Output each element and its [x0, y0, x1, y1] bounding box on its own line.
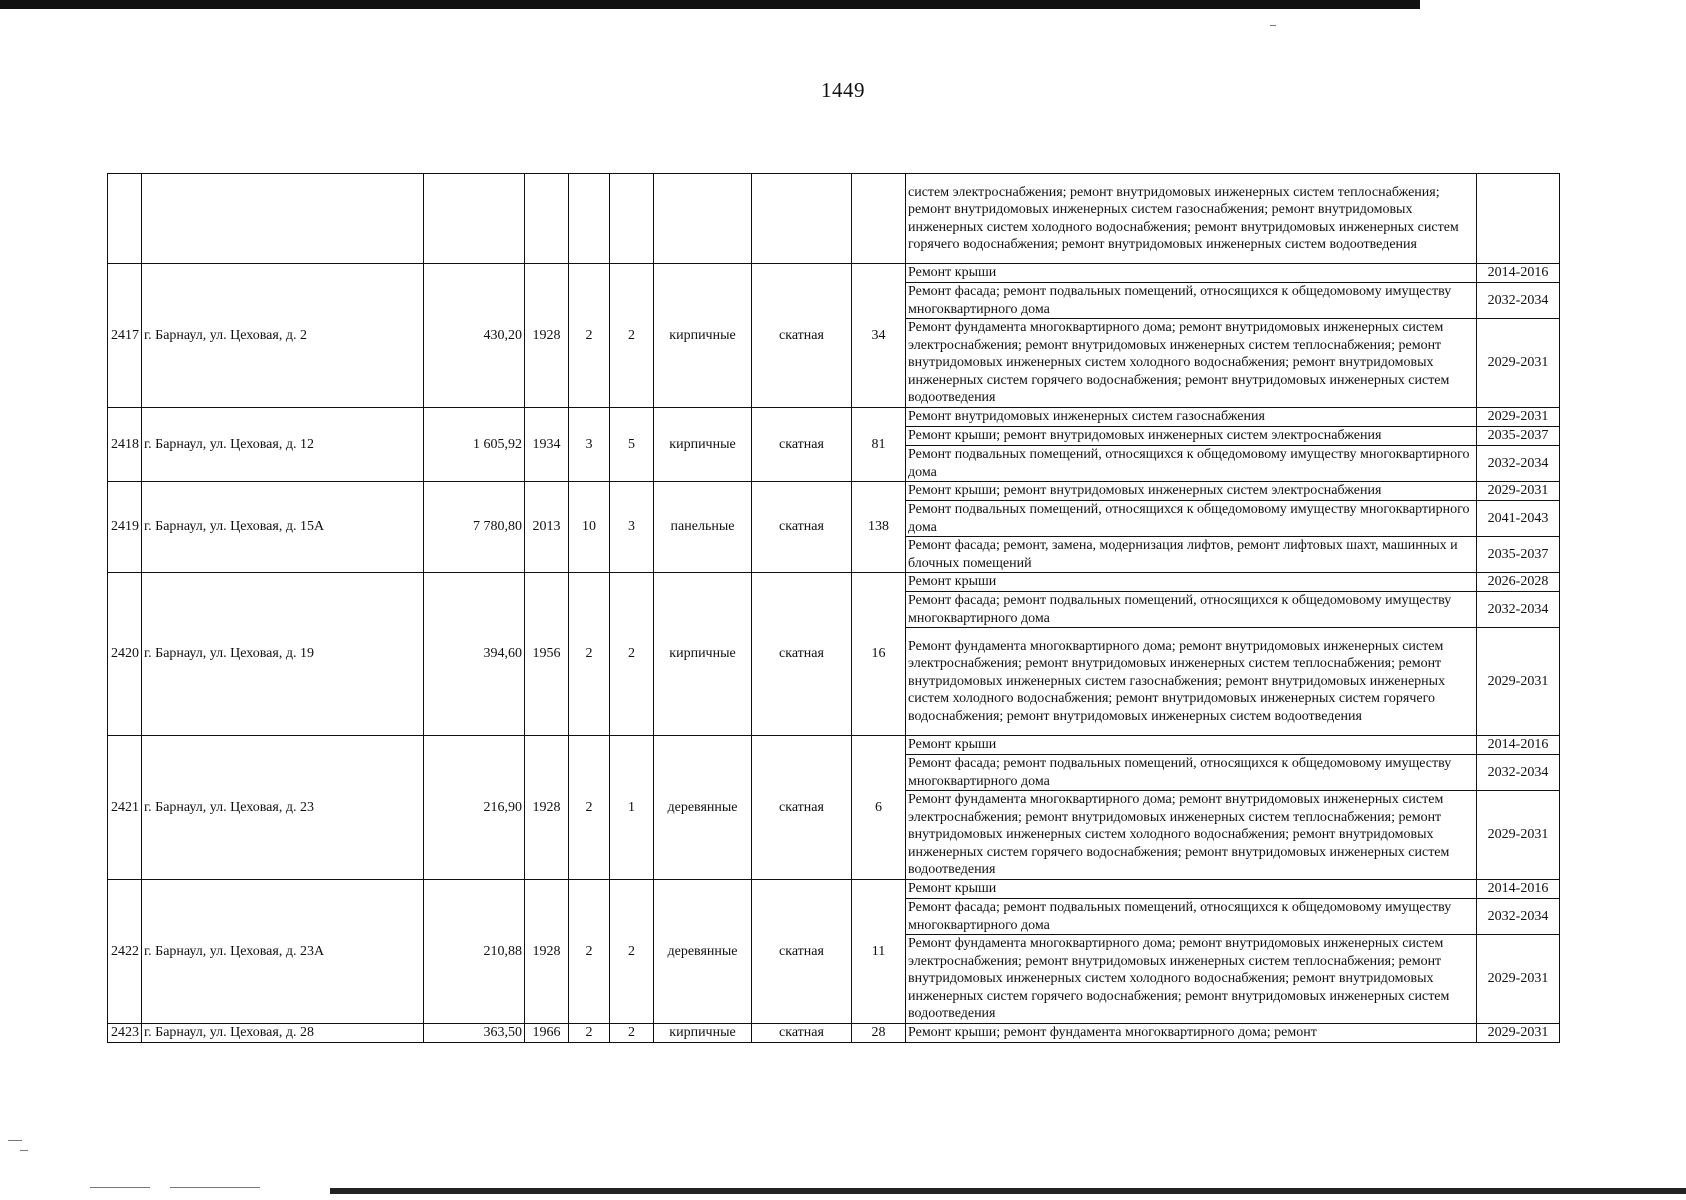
cell-empty: [525, 174, 569, 264]
building-address: г. Барнаул, ул. Цеховая, д. 15А: [142, 482, 424, 573]
repair-period: 2032-2034: [1477, 283, 1560, 319]
building-wall-material: кирпичные: [654, 573, 752, 736]
building-roof-type: скатная: [752, 880, 852, 1024]
repair-period: 2029-2031: [1477, 319, 1560, 408]
building-wall-material: панельные: [654, 482, 752, 573]
building-roof-type: скатная: [752, 573, 852, 736]
scan-speck: [8, 1140, 22, 1141]
repair-work-continuation: систем электроснабжения; ремонт внутридомовых инженерных систем теплоснабжения; ремонт внутридомовых инженерных систем газоснабжения; ремонт внутридомовых инженерных систем холодного водоснабжения; ремонт внутридомовых инженерных систем горячего водоснабжения; ремонт внутридомовых инженерных систем водоотведения: [906, 174, 1477, 264]
cell-empty: [569, 174, 610, 264]
building-address: г. Барнаул, ул. Цеховая, д. 2: [142, 264, 424, 408]
cell-empty: [610, 174, 654, 264]
repair-period: 2029-2031: [1477, 482, 1560, 501]
building-number: 2418: [108, 408, 142, 482]
building-row: [108, 736, 1560, 755]
scan-speck: [20, 1150, 28, 1151]
repair-period-continuation: [1477, 174, 1560, 264]
scan-speck: [90, 1187, 150, 1188]
repair-period: 2029-2031: [1477, 791, 1560, 880]
cell-empty: [752, 174, 852, 264]
building-address: г. Барнаул, ул. Цеховая, д. 28: [142, 1024, 424, 1043]
building-row: [108, 573, 1560, 592]
cell-empty: [852, 174, 906, 264]
building-residents: 138: [852, 482, 906, 573]
repair-period: 2014-2016: [1477, 880, 1560, 899]
building-wall-material: кирпичные: [654, 264, 752, 408]
building-roof-type: скатная: [752, 264, 852, 408]
building-entrances: 2: [610, 1024, 654, 1043]
cell-empty: [108, 174, 142, 264]
repair-period: 2029-2031: [1477, 1024, 1560, 1043]
repair-work-description: Ремонт фасада; ремонт, замена, модернизация лифтов, ремонт лифтовых шахт, машинных и блочных помещений: [906, 537, 1477, 573]
repair-work-description: Ремонт крыши: [906, 736, 1477, 755]
building-address: г. Барнаул, ул. Цеховая, д. 23А: [142, 880, 424, 1024]
repair-period: 2035-2037: [1477, 427, 1560, 446]
housing-repair-register-table: [107, 173, 1560, 1043]
repair-period: 2032-2034: [1477, 446, 1560, 482]
cell-empty: [654, 174, 752, 264]
building-address: г. Барнаул, ул. Цеховая, д. 12: [142, 408, 424, 482]
building-wall-material: кирпичные: [654, 1024, 752, 1043]
building-number: 2423: [108, 1024, 142, 1043]
building-floors: 2: [569, 880, 610, 1024]
building-year: 1928: [525, 264, 569, 408]
repair-work-description: Ремонт фасада; ремонт подвальных помещений, относящихся к общедомовому имуществу многоквартирного дома: [906, 899, 1477, 935]
building-floors: 2: [569, 264, 610, 408]
repair-work-description: Ремонт фасада; ремонт подвальных помещений, относящихся к общедомовому имуществу многоквартирного дома: [906, 283, 1477, 319]
building-year: 1928: [525, 736, 569, 880]
building-floors: 10: [569, 482, 610, 573]
repair-period: 2014-2016: [1477, 264, 1560, 283]
building-row: [108, 408, 1560, 427]
repair-period: 2029-2031: [1477, 408, 1560, 427]
building-entrances: 2: [610, 880, 654, 1024]
building-number: 2417: [108, 264, 142, 408]
building-area: 363,50: [424, 1024, 525, 1043]
building-roof-type: скатная: [752, 1024, 852, 1043]
continuation-row: [108, 174, 1560, 264]
repair-work-description: Ремонт фундамента многоквартирного дома; ремонт внутридомовых инженерных систем электроснабжения; ремонт внутридомовых инженерных систем теплоснабжения; ремонт внутридомовых инженерных систем холодного водоснабжения; ремонт внутридомовых инженерных систем горячего водоснабжения; ремонт внутридомовых инженерных систем водоотведения: [906, 791, 1477, 880]
repair-work-description: Ремонт внутридомовых инженерных систем газоснабжения: [906, 408, 1477, 427]
building-floors: 2: [569, 1024, 610, 1043]
building-entrances: 5: [610, 408, 654, 482]
building-residents: 28: [852, 1024, 906, 1043]
building-residents: 81: [852, 408, 906, 482]
repair-period: 2032-2034: [1477, 592, 1560, 628]
building-entrances: 2: [610, 573, 654, 736]
repair-work-description: Ремонт крыши; ремонт внутридомовых инженерных систем электроснабжения: [906, 482, 1477, 501]
building-residents: 11: [852, 880, 906, 1024]
scan-border-top: [0, 0, 1420, 9]
page-number: 1449: [821, 78, 865, 102]
building-year: 1956: [525, 573, 569, 736]
repair-work-description: Ремонт фасада; ремонт подвальных помещений, относящихся к общедомовому имуществу многоквартирного дома: [906, 592, 1477, 628]
building-area: 216,90: [424, 736, 525, 880]
building-floors: 3: [569, 408, 610, 482]
building-floors: 2: [569, 736, 610, 880]
building-year: 2013: [525, 482, 569, 573]
building-year: 1934: [525, 408, 569, 482]
building-number: 2420: [108, 573, 142, 736]
building-address: г. Барнаул, ул. Цеховая, д. 19: [142, 573, 424, 736]
building-residents: 6: [852, 736, 906, 880]
building-roof-type: скатная: [752, 736, 852, 880]
building-number: 2422: [108, 880, 142, 1024]
building-residents: 16: [852, 573, 906, 736]
repair-work-description: Ремонт фундамента многоквартирного дома; ремонт внутридомовых инженерных систем электроснабжения; ремонт внутридомовых инженерных систем теплоснабжения; ремонт внутридомовых инженерных систем газоснабжения; ремонт внутридомовых инженерных систем холодного водоснабжения; ремонт внутридомовых инженерных систем горячего водоснабжения; ремонт внутридомовых инженерных систем водоотведения: [906, 628, 1477, 736]
building-year: 1928: [525, 880, 569, 1024]
repair-work-description: Ремонт фундамента многоквартирного дома; ремонт внутридомовых инженерных систем электроснабжения; ремонт внутридомовых инженерных систем теплоснабжения; ремонт внутридомовых инженерных систем холодного водоснабжения; ремонт внутридомовых инженерных систем горячего водоснабжения; ремонт внутридомовых инженерных систем водоотведения: [906, 935, 1477, 1024]
repair-work-description: Ремонт крыши: [906, 573, 1477, 592]
repair-period: 2014-2016: [1477, 736, 1560, 755]
repair-work-description: Ремонт крыши; ремонт фундамента многоквартирного дома; ремонт: [906, 1024, 1477, 1043]
building-address: г. Барнаул, ул. Цеховая, д. 23: [142, 736, 424, 880]
building-row: [108, 482, 1560, 501]
building-area: 394,60: [424, 573, 525, 736]
repair-work-description: Ремонт подвальных помещений, относящихся к общедомовому имуществу многоквартирного дома: [906, 446, 1477, 482]
building-row: [108, 1024, 1560, 1043]
building-area: 430,20: [424, 264, 525, 408]
cell-empty: [424, 174, 525, 264]
building-year: 1966: [525, 1024, 569, 1043]
repair-work-description: Ремонт крыши; ремонт внутридомовых инженерных систем электроснабжения: [906, 427, 1477, 446]
building-floors: 2: [569, 573, 610, 736]
building-roof-type: скатная: [752, 482, 852, 573]
repair-work-description: Ремонт подвальных помещений, относящихся к общедомовому имуществу многоквартирного дома: [906, 501, 1477, 537]
repair-period: 2035-2037: [1477, 537, 1560, 573]
building-row: [108, 880, 1560, 899]
building-wall-material: деревянные: [654, 736, 752, 880]
building-row: [108, 264, 1560, 283]
building-area: 1 605,92: [424, 408, 525, 482]
repair-work-description: Ремонт фундамента многоквартирного дома; ремонт внутридомовых инженерных систем электроснабжения; ремонт внутридомовых инженерных систем теплоснабжения; ремонт внутридомовых инженерных систем холодного водоснабжения; ремонт внутридомовых инженерных систем горячего водоснабжения; ремонт внутридомовых инженерных систем водоотведения: [906, 319, 1477, 408]
repair-period: 2026-2028: [1477, 573, 1560, 592]
building-wall-material: деревянные: [654, 880, 752, 1024]
repair-work-description: Ремонт крыши: [906, 880, 1477, 899]
repair-period: 2032-2034: [1477, 899, 1560, 935]
building-residents: 34: [852, 264, 906, 408]
repair-period: 2029-2031: [1477, 628, 1560, 736]
building-entrances: 2: [610, 264, 654, 408]
repair-work-description: Ремонт крыши: [906, 264, 1477, 283]
cell-empty: [142, 174, 424, 264]
building-wall-material: кирпичные: [654, 408, 752, 482]
scan-speck: [170, 1187, 260, 1188]
building-area: 7 780,80: [424, 482, 525, 573]
repair-period: 2041-2043: [1477, 501, 1560, 537]
building-entrances: 3: [610, 482, 654, 573]
building-number: 2419: [108, 482, 142, 573]
scan-border-bottom: [330, 1188, 1686, 1194]
repair-work-description: Ремонт фасада; ремонт подвальных помещений, относящихся к общедомовому имуществу многоквартирного дома: [906, 755, 1477, 791]
repair-period: 2029-2031: [1477, 935, 1560, 1024]
scan-speck: [1270, 25, 1276, 26]
repair-period: 2032-2034: [1477, 755, 1560, 791]
building-entrances: 1: [610, 736, 654, 880]
building-roof-type: скатная: [752, 408, 852, 482]
building-area: 210,88: [424, 880, 525, 1024]
building-number: 2421: [108, 736, 142, 880]
